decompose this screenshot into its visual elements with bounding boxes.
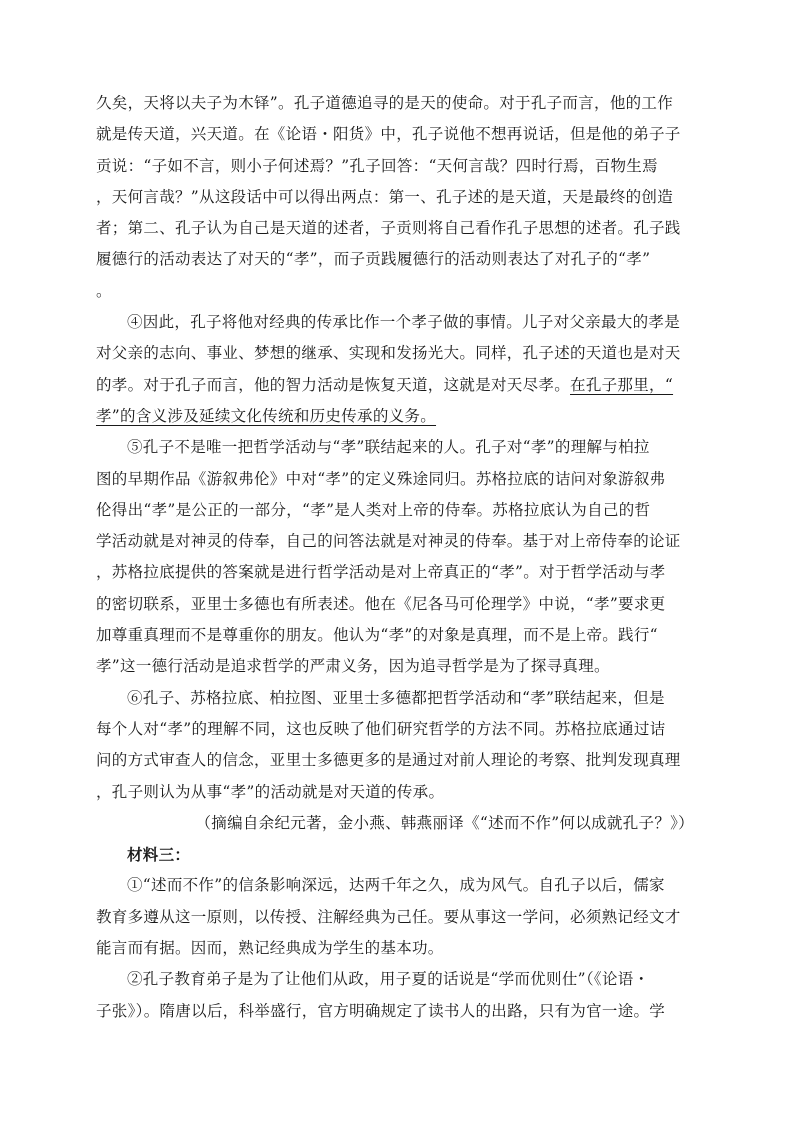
text-line: 久矣，天将以夫子为木铎”。孔子道德追寻的是天的使命。对于孔子而言，他的工作 xyxy=(96,94,674,112)
paragraph-4 xyxy=(96,307,698,432)
text-line: ，孔子则认为从事“孝”的活动就是对天道的传承。 xyxy=(96,782,445,801)
text-line: ④因此，孔子将他对经典的传承比作一个孝子做的事情。儿子对父亲最大的孝是 xyxy=(127,313,681,332)
text-line: 就是传天道，兴天道。在《论语・阳货》中，孔子说他不想再说话，但是他的弟子子 xyxy=(96,125,681,144)
paragraph-3 xyxy=(96,88,698,307)
material3-paragraph-2 xyxy=(96,964,698,1027)
text-line: 图的早期作品《游叙弗伦》中对“孝”的定义殊途同归。苏格拉底的诘问对象游叙弗 xyxy=(96,469,666,488)
document-body xyxy=(96,88,698,1027)
text-line: ，苏格拉底提供的答案就是进行哲学活动是对上帝真正的“孝”。对于哲学活动与孝 xyxy=(96,563,666,582)
text-line: 履德行的活动表达了对天的“孝”，而子贡践履德行的活动则表达了对孔子的“孝” xyxy=(96,250,651,269)
text-line: ⑤孔子不是唯一把哲学活动与“孝”联结起来的人。孔子对“孝”的理解与柏拉 xyxy=(127,438,650,457)
paragraph-6 xyxy=(96,683,698,808)
underlined-sentence: 孝”的含义涉及延续文化传统和历史传承的义务。 xyxy=(96,406,437,425)
text-span: 的孝。对于孔子而言，他的智力活动是恢复天道，这就是对天尽孝。 xyxy=(96,375,571,394)
text-line: 。 xyxy=(96,281,112,300)
text-line: ⑥孔子、苏格拉底、柏拉图、亚里士多德都把哲学活动和“孝”联结起来，但是 xyxy=(127,688,665,707)
text-line: 问的方式审查人的信念，亚里士多德更多的是通过对前人理论的考察、批判发现真理 xyxy=(96,751,681,770)
text-line: ②孔子教育弟子是为了让他们从政，用子夏的话说是“学而优则仕”（《论语・ xyxy=(127,970,650,989)
section-heading: 材料三： xyxy=(127,845,191,865)
source-citation: （摘编自余纪元著，金小燕、韩燕丽译《“述而不作”何以成就孔子？》） xyxy=(195,813,694,832)
text-line: ，天何言哉？”从这段话中可以得出两点：第一、孔子述的是天道，天是最终的创造 xyxy=(96,187,674,206)
text-line: 子张》）。隋唐以后，科举盛行，官方明确规定了读书人的出路，只有为官一途。学 xyxy=(96,1001,666,1020)
text-line: 对父亲的志向、事业、梦想的继承、实现和发扬光大。同样，孔子述的天道也是对天 xyxy=(96,344,681,363)
underlined-sentence: 在孔子那里，“ xyxy=(570,375,674,394)
text-line: 每个人对“孝”的理解不同，这也反映了他们研究哲学的方法不同。苏格拉底通过诘 xyxy=(96,719,666,738)
text-line: 的密切联系，亚里士多德也有所表述。他在《尼各马可伦理学》中说，“孝”要求更 xyxy=(96,594,666,613)
text-line: 者；第二、孔子认为自己是天道的述者，子贡则将自己看作孔子思想的述者。孔子践 xyxy=(96,219,681,238)
text-line xyxy=(96,370,698,401)
text-line: 加尊重真理而不是尊重你的朋友。他认为“孝”的对象是真理，而不是上帝。践行“ xyxy=(96,626,658,645)
text-line: 能言而有据。因而，熟记经典成为学生的基本功。 xyxy=(96,939,444,958)
text-line: 伦得出“孝”是公正的一部分，“孝”是人类对上帝的侍奉。苏格拉底认为自己的哲 xyxy=(96,500,651,519)
text-line: 孝”这一德行活动是追求哲学的严肃义务，因为追寻哲学是为了探寻真理。 xyxy=(96,657,610,676)
text-line: 学活动就是对神灵的侍奉，自己的问答法就是对神灵的侍奉。基于对上帝侍奉的论证 xyxy=(96,532,681,551)
text-line: 贡说：“子如不言，则小子何述焉？”孔子回答：“天何言哉？四时行焉，百物生焉 xyxy=(96,156,658,175)
material3-paragraph-1 xyxy=(96,870,698,964)
paragraph-5 xyxy=(96,432,698,682)
text-line: 教育多遵从这一原则，以传授、注解经典为己任。要从事这一学问，必须熟记经文才 xyxy=(96,907,681,926)
text-line xyxy=(96,401,698,432)
text-line: ①“述而不作”的信条影响深远，达两千年之久，成为风气。自孔子以后，儒家 xyxy=(127,876,665,895)
